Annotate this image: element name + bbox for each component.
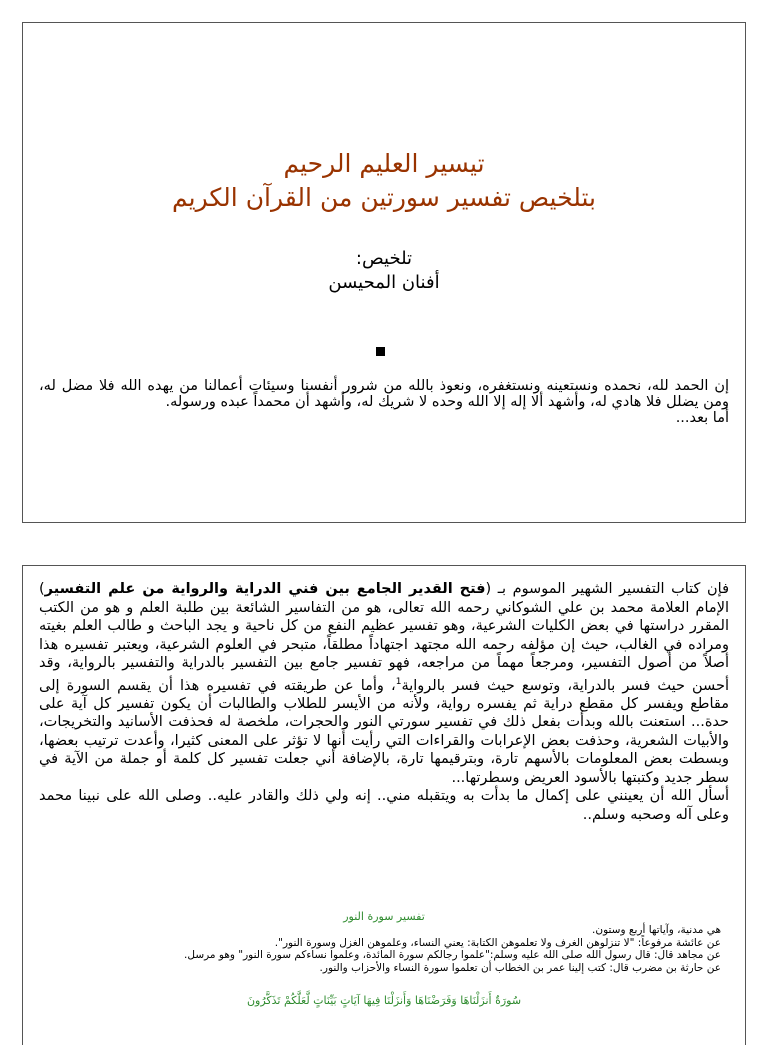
intro-paragraph: أما بعد...: [675, 410, 729, 426]
note-line: عن حارثة بن مضرب قال: كتب إلينا عمر بن الخطاب أن تعلموا سورة النساء والأحزاب والنور.: [319, 961, 721, 974]
preface-text: [39, 580, 729, 824]
surah-title: تفسير سورة النور: [343, 910, 425, 923]
surah-notes: [63, 924, 721, 974]
preface-text-run: فإن كتاب التفسير الشهير الموسوم بـ (: [485, 581, 729, 597]
quran-verse: سُورَةٌ أَنزَلْنَاهَا وَفَرَضْنَاهَا وَأَنزَلْنَا فِيهَا آيَاتٍ بَيِّنَاتٍ لَّعَلَّكُمْ تَذَكَّرُونَ: [246, 994, 522, 1007]
introduction: [39, 378, 729, 426]
author-name: أفنان المحيسن: [328, 272, 440, 293]
document-page-1: [22, 22, 746, 523]
document-page-2: [22, 565, 746, 1045]
book-name-bold: فتح القدير الجامع بين فني الدراية والرواية من علم التفسير: [44, 581, 486, 597]
summary-label: تلخيص:: [355, 248, 413, 269]
preface-text-run: ) الإمام العلامة محمد بن علي الشوكاني رحمه الله تعالى، هو من التفاسير الشائعة بين طلبة العلم و هو من الكتب المقرر دراستها في بعض الكليات الشرعية، وهو تفسير عظيم النفع من كل ناحية و يجد الباحث و طالب العلم بغيته ومراده في الغالب، حيث إن مؤلفه رحمه الله مجتهد اجتهاداً مطلقاً، متبحر في العلوم الشرعية، ويعتبر تفسيره هذا أصلاً من أصول التفسير، ومرجعاً مهماً من مراجعه، فهو تفسير جامع بين التفسير بالدراية والتفسير بالرواية، وقد أحسن حيث فسر بالدراية، وتوسع حيث فسر بالرواية: [39, 581, 729, 694]
note-line: هي مدنية، وآياتها أربع وستون.: [592, 924, 721, 936]
square-bullet-icon: [376, 347, 385, 356]
intro-paragraph: إن الحمد لله، نحمده ونستعينه ونستغفره، ونعوذ بالله من شرور أنفسنا وسيئات أعمالنا من يهده الله فلا مضل له، ومن يضلل فلا هادي له، وأشهد ألا إله إلا الله وحده لا شريك له، وأشهد أن محمداً عبده ورسوله.: [39, 378, 729, 410]
footnote-ref[interactable]: 1: [395, 676, 402, 687]
note-line: عن عائشة مرفوعاً: "لا تنزلوهن الغرف ولا تعلموهن الكتابة: يعني النساء، وعلموهن الغزل وسورة النور".: [274, 936, 721, 949]
closing-paragraph: أسأل الله أن يعينني على إكمال ما بدأت به ويتقبله مني.. إنه ولي ذلك والقادر عليه.. وصلى الله على نبينا محمد وعلى آله وصحبه وسلم..: [39, 788, 729, 823]
preface-paragraph: [39, 580, 729, 787]
preface-text-run: ، وأما عن طريقته في تفسيره هذا أن يقسم السورة إلى مقاطع ويفسر كل مقطع دراية ثم يفسره رواية، ولأنه من الأيسر للطلاب والطالبات أن يكون تفسير كل آية على حدة... استعنت بالله وبدأت بفعل ذلك في تفسير سورتي النور والحجرات، ملخصة له فحذفت الأسانيد والتخريجات، والأبيات الشعرية، وحذفت بعض الإعرابات والقراءات التي رأيت أنها لا تؤثر على المعنى كثيرا، وأعدت ترتيب بعضها، وبسطت بعض المعلومات بالأسهم تارة، وبترقيمها تارة، بالإضافة أني جعلت تفسير كل كلمة أو جملة من الآية في سطر جديد وكتبتها بالأسود العريض وسطرتها...: [39, 677, 729, 786]
book-subtitle: بتلخيص تفسير سورتين من القرآن الكريم: [171, 183, 597, 212]
book-title: تيسير العليم الرحيم: [283, 149, 485, 178]
note-line: عن مجاهد قال: قال رسول الله صلى الله عليه وسلم:"علموا رجالكم سورة المائدة، وعلموا نساءكم سورة النور" وهو مرسل.: [184, 949, 721, 961]
